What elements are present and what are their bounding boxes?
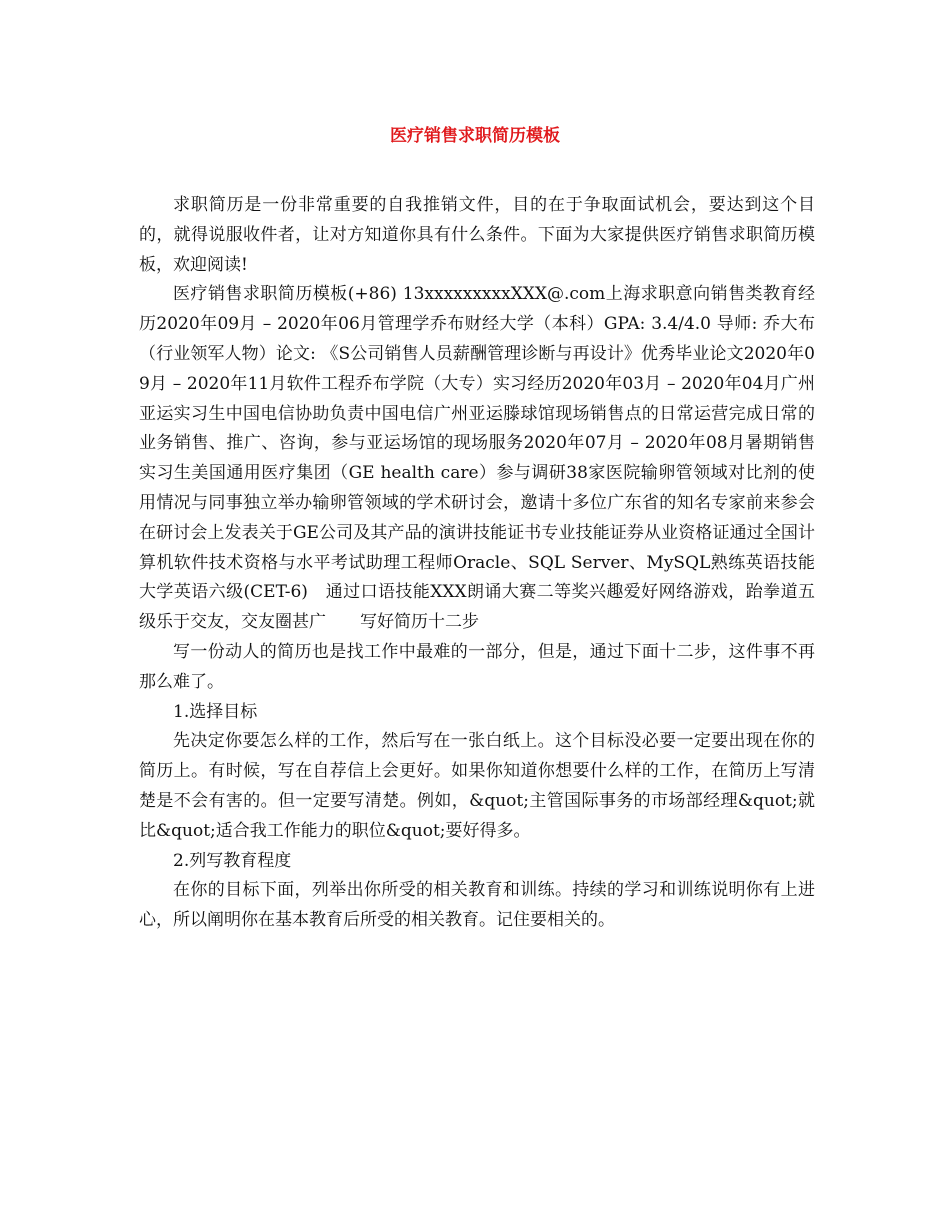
paragraph-intro: 求职简历是一份非常重要的自我推销文件，目的在于争取面试机会，要达到这个目的，就得说服收件者，让对方知道你具有什么条件。下面为大家提供医疗销售求职简历模板，欢迎阅读! [139,195,815,275]
document-body [139,191,815,936]
heading-step-2: 2.列写教育程度 [173,850,292,871]
paragraph-resume-template: 医疗销售求职简历模板(+86) 13xxxxxxxxxXXX@.com上海求职意向销售类教育经历2020年09月 – 2020年06月管理学乔布财经大学（本科）GPA: 3.4/4.0 导师: 乔大布（行业领军人物）论文: 《S公司销售人员薪酬管理诊断与再设计》优秀毕业论文2020年09月 – 2020年11月软件工程乔布学院（大专）实习经历2020年03月 – 2020年04月广州亚运实习生中国电信协助负责中国电信广州亚运滕球馆现场销售点的日常运营完成日常的业务销售、推广、咨询，参与亚运场馆的现场服务2020年07月 – 2020年08月暑期销售实习生美国通用医疗集团（GE health care）参与调研38家医院输卵管领域对比剂的使用情况与同事独立举办输卵管领域的学术研讨会，邀请十多位广东省的知名专家前来参会在研讨会上发表关于GE公司及其产品的演讲技能证书专业技能证券从业资格证通过全国计算机软件技术资格与水平考试助理工程师Oracle、SQL Server、MySQL熟练英语技能大学英语六级(CET-6) 通过口语技能XXX朗诵大赛二等奖兴趣爱好网络游戏，跆拳道五级乐于交友，交友圈甚广 写好简历十二步 [139,284,815,633]
paragraph-step-2: 在你的目标下面，列举出你所受的相关教育和训练。持续的学习和训练说明你有上进心，所以阐明你在基本教育后所受的相关教育。记住要相关的。 [139,880,815,931]
heading-step-1: 1.选择目标 [173,701,258,722]
paragraph-twelve-steps-intro: 写一份动人的简历也是找工作中最难的一部分，但是，通过下面十二步，这件事不再那么难了。 [139,641,815,692]
document-title: 医疗销售求职简历模板 [390,126,560,146]
paragraph-step-1: 先决定你要怎么样的工作，然后写在一张白纸上。这个目标没必要一定要出现在你的简历上。有时候，写在自荐信上会更好。如果你知道你想要什么样的工作，在简历上写清楚是不会有害的。但一定要写清楚。例如，&quot;主管国际事务的市场部经理&quot;就比&quot;适合我工作能力的职位&quot;要好得多。 [139,731,815,841]
